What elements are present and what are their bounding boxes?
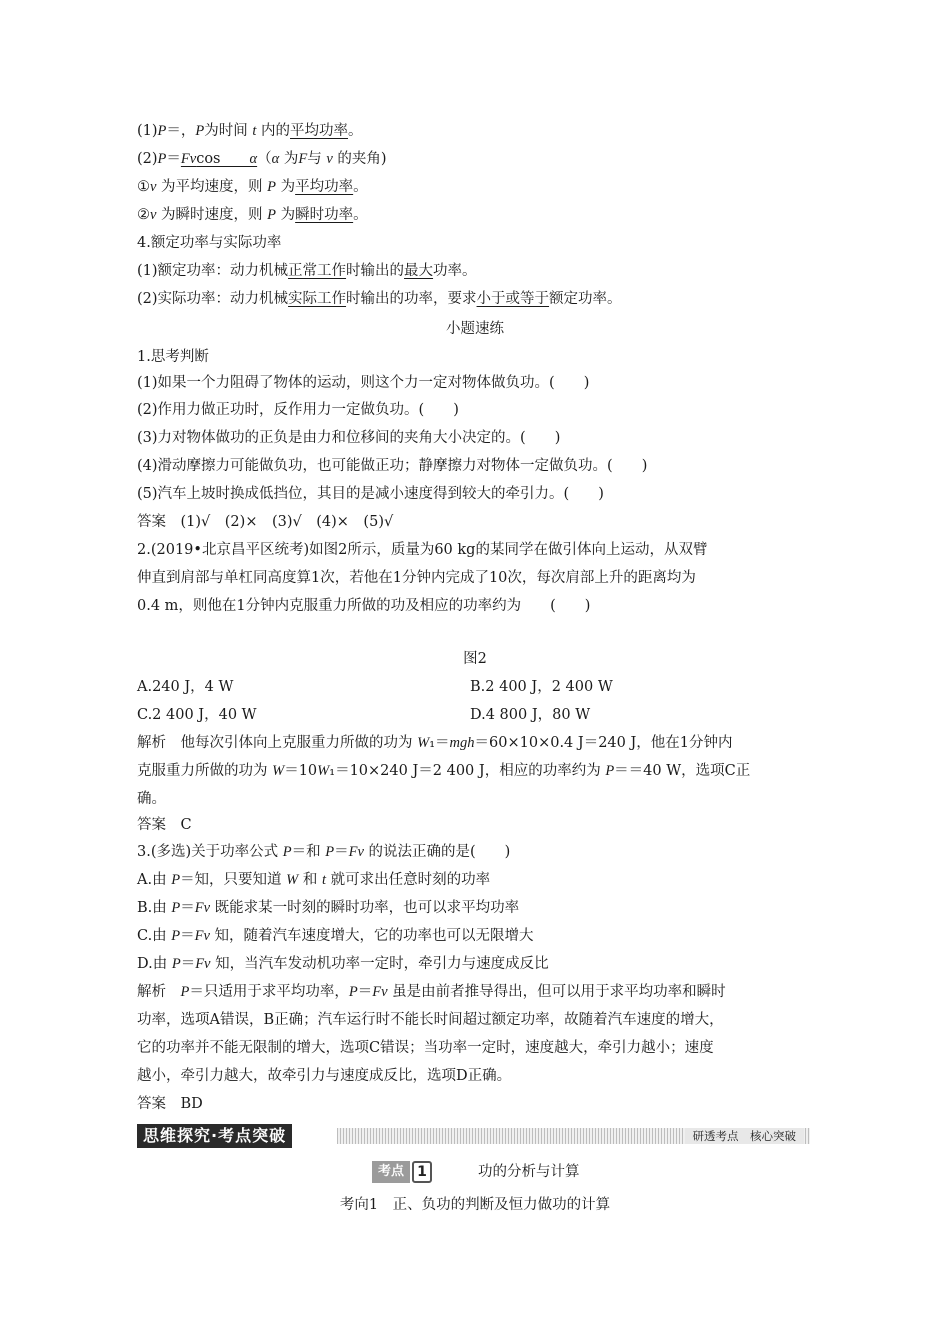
question-3-option-c: C.由 P＝Fv 知，随着汽车速度增大，它的功率也可以无限增大: [137, 928, 534, 944]
option-b: B.2 400 J，2 400 W: [470, 679, 613, 695]
option-a: A.240 J，4 W: [137, 679, 234, 695]
question-2-line-3: 0.4 m，则他在1分钟内克服重力所做的功及相应的功率约为 ( ): [137, 598, 591, 614]
section-title-quick-practice: 小题速练: [446, 321, 504, 337]
actual-power-definition: (2)实际功率：动力机械实际工作时输出的功率，要求小于或等于额定功率。: [137, 291, 622, 307]
judgement-item-2: (2)作用力做正功时，反作用力一定做负功。( ): [137, 402, 459, 418]
question-3-option-a: A.由 P＝知，只要知道 W 和 t 就可求出任意时刻的功率: [137, 872, 491, 888]
answer-3: 答案 BD: [137, 1096, 203, 1112]
formula-fv-cos: (2)P＝Fvcos α（α 为F与 v 的夹角): [137, 151, 387, 167]
question-2-line-1: 2.(2019•北京昌平区统考)如图2所示，质量为60 kg的某同学在做引体向上运动，从双臂: [137, 542, 708, 558]
kaoxiang-heading: 考向1 正、负功的判断及恒力做功的计算: [339, 1197, 611, 1213]
section-banner: [137, 1124, 810, 1148]
question-1-heading: 1.思考判断: [137, 349, 209, 365]
answer-2: 答案 C: [137, 817, 192, 833]
judgement-item-5: (5)汽车上坡时换成低挡位，其目的是减小速度得到较大的牵引力。( ): [137, 486, 604, 502]
analysis-3-line-2: 功率，选项A错误，B正确；汽车运行时不能长时间超过额定功率，故随着汽车速度的增大，: [137, 1012, 724, 1028]
section-heading-rated-power: 4.额定功率与实际功率: [137, 235, 282, 251]
analysis-3-line-1: 解析 P＝只适用于求平均功率，P＝Fv 虽是由前者推导得出，但可以用于求平均功率和瞬时: [137, 984, 726, 1000]
analysis-2-line-1: 解析 他每次引体向上克服重力所做的功为 W₁＝mgh＝60×10×0.4 J＝240 J，他在1分钟内: [137, 735, 733, 751]
answer-1: 答案 (1)√ (2)× (3)√ (4)× (5)√: [137, 514, 394, 530]
note-average-speed: ①v 为平均速度，则 P 为平均功率。: [137, 179, 368, 195]
figure-caption: 图2: [463, 651, 487, 667]
option-c: C.2 400 J，40 W: [137, 707, 257, 723]
kaodian-label: 考点: [372, 1161, 410, 1183]
option-d: D.4 800 J，80 W: [470, 707, 591, 723]
judgement-item-1: (1)如果一个力阻碍了物体的运动，则这个力一定对物体做负功。( ): [137, 375, 590, 391]
note-instant-speed: ②v 为瞬时速度，则 P 为瞬时功率。: [137, 207, 368, 223]
banner-title: 思维探究·考点突破: [137, 1124, 292, 1148]
question-3-option-d: D.由 P＝Fv 知，当汽车发动机功率一定时，牵引力与速度成反比: [137, 956, 549, 972]
analysis-3-line-4: 越小，牵引力越大，故牵引力与速度成反比，选项D正确。: [137, 1068, 512, 1084]
banner-subtitle: 研透考点 核心突破: [685, 1128, 805, 1144]
kaodian-title: 功的分析与计算: [478, 1164, 580, 1180]
formula-average-power: (1)P＝，P为时间 t 内的平均功率。: [137, 123, 363, 139]
question-2-line-2: 伸直到肩部与单杠同高度算1次，若他在1分钟内完成了10次，每次肩部上升的距离均为: [137, 570, 696, 586]
analysis-3-line-3: 它的功率并不能无限制的增大，选项C错误；当功率一定时，速度越大，牵引力越小；速度: [137, 1040, 714, 1056]
analysis-2-line-3: 确。: [137, 791, 166, 807]
question-3-option-b: B.由 P＝Fv 既能求某一时刻的瞬时功率，也可以求平均功率: [137, 900, 520, 916]
judgement-item-3: (3)力对物体做功的正负是由力和位移间的夹角大小决定的。( ): [137, 430, 561, 446]
analysis-2-line-2: 克服重力所做的功为 W＝10W₁＝10×240 J＝2 400 J，相应的功率约为 P＝＝40 W，选项C正: [137, 763, 751, 779]
rated-power-definition: (1)额定功率：动力机械正常工作时输出的最大功率。: [137, 263, 477, 279]
kaodian-number: 1: [412, 1161, 432, 1183]
judgement-item-4: (4)滑动摩擦力可能做负功，也可能做正功；静摩擦力对物体一定做负功。( ): [137, 458, 648, 474]
kaodian-badge: [372, 1161, 432, 1183]
question-3-stem: 3.(多选)关于功率公式 P＝和 P＝Fv 的说法正确的是( ): [137, 844, 511, 860]
